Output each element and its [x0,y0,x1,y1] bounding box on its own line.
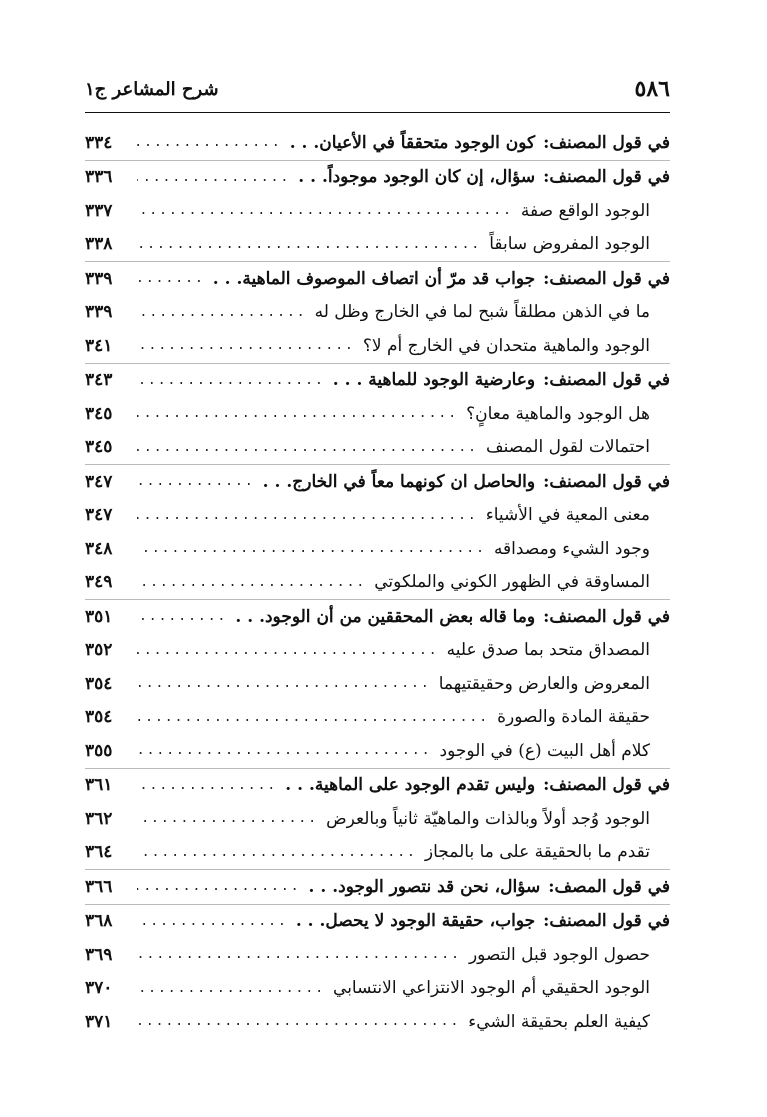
page-number: ٥٨٦ [634,76,670,102]
toc-entry-text: المساوقة في الظهور الكوني والملكوتي [374,572,650,593]
toc-entry-sub [85,194,670,228]
dot-leader [137,440,478,455]
toc-entry-title [298,167,670,187]
toc-entry-text: جواب، حقيقة الوجود لا يحصل. . . [295,911,536,932]
toc-entry-sub [85,431,670,465]
toc-entry-text: والحاصل ان كونهما معاً في الخارج. . . [262,471,536,492]
toc-entry-title [486,505,650,525]
toc-entry-sub [85,634,670,668]
toc-entry-page-number: ٣٣٩ [85,302,113,323]
toc-entry-page-number: ٣٤٣ [85,370,113,391]
toc-entry-sub [85,1005,670,1039]
dot-leader [137,710,489,725]
toc-entry-sub [85,329,670,363]
toc-entry-sub [85,532,670,566]
toc-entry-title [440,741,650,761]
toc-entry-text: وما قاله بعض المحققين من أن الوجود. . . [235,606,536,627]
toc-entry-sub [85,296,670,330]
toc-entry-page-number: ٣٦٦ [85,876,113,897]
toc-entry-text: كون الوجود متحققاً في الأعيان. . . [289,132,536,153]
toc-entry-prefix: في قول المصنف: [543,471,670,492]
running-title: شرح المشاعر ج١ [85,78,219,100]
toc-entry-page-number: ٣٤٧ [85,505,113,526]
header-rule [85,112,670,113]
toc-entry-main [85,768,670,803]
toc-entry-sub [85,566,670,600]
toc-entry-page-number: ٣٣٤ [85,132,113,153]
toc-entry-prefix: في قول المصف: [548,876,670,897]
toc-entry-page-number: ٣٥٥ [85,740,113,761]
toc-entry-title [235,607,670,627]
toc-entry-title [374,572,650,592]
toc-entry-page-number: ٣٥٤ [85,707,113,728]
dot-leader [137,947,461,962]
toc-entry-page-number: ٣٣٦ [85,167,113,188]
dot-leader [137,778,277,793]
dot-leader [137,305,307,320]
toc-entry-sub [85,836,670,870]
toc-entry-page-number: ٣٥١ [85,606,113,627]
toc-entry-text: المصداق متحد بما صدق عليه [446,640,650,661]
toc-entry-sub [85,667,670,701]
toc-entry-text: حقيقة المادة والصورة [497,707,650,728]
toc-entry-text: المعروض والعارض وحقيقتيهما [438,673,650,694]
dot-leader [137,406,458,421]
dot-leader [137,743,432,758]
toc-entry-text: تقدم ما بالحقيقة على ما بالمجاز [424,842,650,863]
toc-entry-text: احتمالات لقول المصنف [486,437,650,458]
toc-entry-title [439,674,650,694]
toc-entry-main [85,261,670,296]
toc-entry-sub [85,499,670,533]
toc-entry-main [85,363,670,398]
toc-entry-main [85,904,670,939]
toc-entry-title [494,539,650,559]
toc-entry-text: الوجود والماهية متحدان في الخارج أم لا؟ [362,335,650,356]
toc-entry-title [486,437,650,457]
dot-leader [137,643,439,658]
toc-entry-title [521,201,650,221]
dot-leader [137,203,513,218]
dot-leader [137,981,325,996]
dot-leader [137,135,282,150]
dot-leader [137,373,325,388]
toc-entry-title [497,707,650,727]
toc-entry-title [296,911,670,931]
toc-entry-page-number: ٣٥٢ [85,640,113,661]
toc-entry-title [309,877,670,897]
toc-entry-title [425,842,650,862]
dot-leader [137,914,288,929]
dot-leader [137,845,417,860]
dot-leader [137,338,355,353]
toc-entry-text: الوجود المفروض سابقاً [489,234,650,255]
toc-entry-prefix: في قول المصنف: [543,370,670,391]
toc-entry-page-number: ٣٣٧ [85,200,113,221]
toc-entry-text: سؤال، إن كان الوجود موجوداً. . . [298,167,536,188]
toc-entry-title [363,336,650,356]
toc-entry-title [263,472,670,492]
toc-entry-prefix: في قول المصنف: [543,911,670,932]
toc-entry-page-number: ٣٤٥ [85,403,113,424]
toc-entry-title [447,640,650,660]
toc-entry-text: كلام أهل البيت (ع) في الوجود [439,740,650,761]
dot-leader [137,508,478,523]
toc-entry-text: جواب قد مرّ أن اتصاف الموصوف الماهية. . . [212,268,536,289]
dot-leader [137,541,486,556]
dot-leader [137,474,255,489]
dot-leader [137,1014,460,1029]
dot-leader [137,879,301,894]
toc-entry-title [326,809,650,829]
dot-leader [137,676,431,691]
toc-entry-page-number: ٣٦١ [85,775,113,796]
toc-entry-page-number: ٣٤٨ [85,538,113,559]
toc-entry-text: وليس تقدم الوجود على الماهية. . . [285,775,536,796]
toc-entry-page-number: ٣٤١ [85,335,113,356]
toc-entry-title [290,133,670,153]
dot-leader [137,170,290,185]
toc-entry-prefix: في قول المصنف: [543,775,670,796]
toc-entry-title [489,234,650,254]
toc-entry-sub [85,734,670,768]
toc-entry-page-number: ٣٤٩ [85,572,113,593]
toc-entry-prefix: في قول المصنف: [543,268,670,289]
toc-entry-sub [85,701,670,735]
toc-entry-text: هل الوجود والماهية معانٍ؟ [466,403,650,424]
toc-entry-text: كيفية العلم بحقيقة الشيء [468,1011,650,1032]
toc-entry-title [213,269,670,289]
toc-entry-text: وعارضية الوجود للماهية . . . [332,370,536,391]
toc-entry-main [85,160,670,195]
toc-entry-sub [85,972,670,1006]
toc-entry-page-number: ٣٦٤ [85,842,113,863]
toc-entry-page-number: ٣٥٤ [85,673,113,694]
toc-entry-title [333,370,670,390]
page-header [85,72,670,106]
toc-entry-title [285,775,670,795]
dot-leader [137,237,481,252]
table-of-contents [85,126,670,1039]
toc-entry-main [85,126,670,160]
toc-entry-page-number: ٣٧١ [85,1011,113,1032]
toc-entry-page-number: ٣٤٧ [85,471,113,492]
toc-entry-sub [85,802,670,836]
toc-entry-main [85,599,670,634]
dot-leader [137,609,227,624]
toc-entry-title [468,1012,650,1032]
toc-entry-page-number: ٣٦٨ [85,911,113,932]
toc-entry-text: الوجود الواقع صفة [520,200,650,221]
toc-entry-page-number: ٣٣٨ [85,234,113,255]
toc-entry-title [315,302,650,322]
toc-entry-main [85,464,670,499]
toc-entry-page-number: ٣٣٩ [85,268,113,289]
toc-entry-page-number: ٣٧٠ [85,978,113,999]
toc-entry-text: سؤال، نحن قد نتصور الوجود. . . [308,876,541,897]
toc-entry-main [85,869,670,904]
dot-leader [137,575,366,590]
toc-entry-title [333,978,650,998]
toc-entry-text: ما في الذهن مطلقاً شبح لما في الخارج وظل له [314,302,650,323]
toc-entry-sub [85,228,670,262]
toc-entry-prefix: في قول المصنف: [543,167,670,188]
toc-entry-text: معنى المعية في الأشياء [485,505,650,526]
dot-leader [137,811,318,826]
toc-entry-text: الوجود وُجد أولاً وبالذات والماهيّة ثانياً وبالعرض [326,808,650,829]
toc-entry-prefix: في قول المصنف: [543,606,670,627]
toc-entry-sub [85,938,670,972]
toc-entry-page-number: ٣٦٩ [85,944,113,965]
toc-entry-title [469,945,650,965]
toc-entry-text: وجود الشيء ومصداقه [493,538,650,559]
toc-entry-text: الوجود الحقيقي أم الوجود الانتزاعي الانتسابي [333,978,650,999]
toc-entry-page-number: ٣٦٢ [85,808,113,829]
toc-entry-prefix: في قول المصنف: [543,132,670,153]
toc-entry-title [466,404,650,424]
dot-leader [137,271,205,286]
toc-entry-sub [85,397,670,431]
toc-entry-page-number: ٣٤٥ [85,437,113,458]
toc-entry-text: حصول الوجود قبل التصور [468,944,650,965]
